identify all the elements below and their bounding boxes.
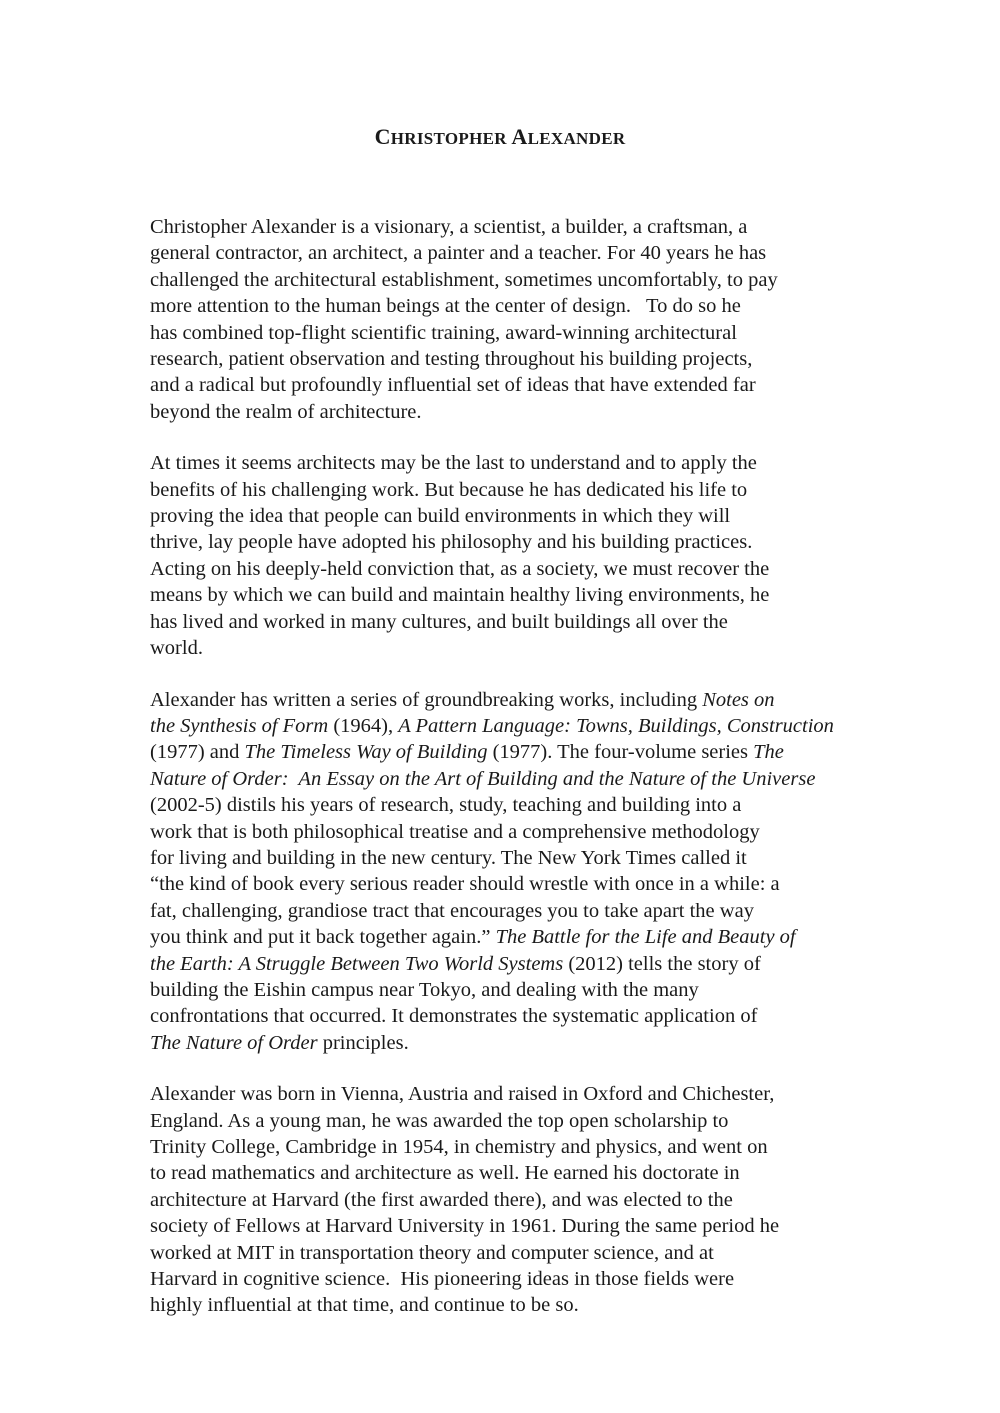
text-run: “the kind of book every serious reader should wrestle with once in a while: a xyxy=(150,873,780,896)
text-line: beyond the realm of architecture. xyxy=(150,400,422,423)
paragraph-4 xyxy=(150,1081,855,1319)
text-line: proving the idea that people can build environments in which they will xyxy=(150,505,731,528)
text-line xyxy=(150,739,855,765)
page-title xyxy=(0,124,1000,150)
text-line: thrive, lay people have adopted his philosophy and his building practices. xyxy=(150,531,753,554)
paragraph-2 xyxy=(150,450,855,661)
text-run: for living and building in the new century. The New York Times called it xyxy=(150,846,747,869)
text-line: benefits of his challenging work. But because he has dedicated his life to xyxy=(150,478,748,501)
text-line: has lived and worked in many cultures, and built buildings all over the xyxy=(150,610,728,633)
book-title: The Battle for the Life and Beauty of xyxy=(495,926,796,949)
text-run: principles. xyxy=(317,1031,409,1054)
text-run: confrontations that occurred. It demonstrates the systematic application of xyxy=(150,1005,758,1028)
book-title: Notes on xyxy=(702,688,775,711)
text-line: Alexander was born in Vienna, Austria and raised in Oxford and Chichester, xyxy=(150,1083,775,1106)
text-line: architecture at Harvard (the first awarded there), and was elected to the xyxy=(150,1188,733,1211)
text-line xyxy=(150,1030,855,1056)
paragraph-3 xyxy=(150,687,855,1057)
text-run: (2012) tells the story of xyxy=(563,952,761,975)
text-run: (1977) and xyxy=(150,741,245,764)
text-line: means by which we can build and maintain healthy living environments, he xyxy=(150,584,770,607)
text-line: England. As a young man, he was awarded the top open scholarship to xyxy=(150,1109,729,1132)
book-title: The Nature of Order xyxy=(150,1031,318,1054)
text-line: challenged the architectural establishment, sometimes uncomfortably, to pay xyxy=(150,268,778,291)
text-run: (1977). The four-volume series xyxy=(487,741,754,764)
title-initial-1: C xyxy=(374,124,391,149)
text-line: world. xyxy=(150,637,203,660)
text-run: fat, challenging, grandiose tract that encourages you to take apart the way xyxy=(150,899,754,922)
text-line: highly influential at that time, and continue to be so. xyxy=(150,1294,579,1317)
text-line: society of Fellows at Harvard University in 1961. During the same period he xyxy=(150,1215,780,1238)
book-title: The xyxy=(753,741,784,764)
text-line xyxy=(150,687,855,713)
text-line xyxy=(150,792,855,818)
text-line xyxy=(150,924,855,950)
text-line xyxy=(150,766,855,792)
text-line: worked at MIT in transportation theory and computer science, and at xyxy=(150,1241,714,1264)
text-line xyxy=(150,819,855,845)
book-title: Nature of Order: An Essay on the Art of Building and the Nature of the Universe xyxy=(150,767,816,790)
text-line xyxy=(150,1003,855,1029)
text-line xyxy=(150,977,855,1003)
text-line xyxy=(150,845,855,871)
title-rest-2: LEXANDER xyxy=(527,129,626,148)
text-line: general contractor, an architect, a painter and a teacher. For 40 years he has xyxy=(150,242,767,265)
text-line xyxy=(150,871,855,897)
text-run: Alexander has written a series of groundbreaking works, including xyxy=(150,688,703,711)
text-run: (2002-5) distils his years of research, study, teaching and building into a xyxy=(150,794,742,817)
text-line xyxy=(150,898,855,924)
text-line: Harvard in cognitive science. His pioneering ideas in those fields were xyxy=(150,1268,735,1291)
book-title: the Earth: A Struggle Between Two World Systems xyxy=(150,952,564,975)
book-title: A Pattern Language: Towns, Buildings, Construction xyxy=(398,714,834,737)
title-rest-1: HRISTOPHER xyxy=(390,129,507,148)
text-line xyxy=(150,951,855,977)
book-title: the Synthesis of Form xyxy=(150,714,329,737)
text-run: you think and put it back together again.” xyxy=(150,926,496,949)
text-line: Acting on his deeply-held conviction that, as a society, we must recover the xyxy=(150,557,770,580)
text-run: (1964), xyxy=(328,714,399,737)
text-run: work that is both philosophical treatise and a comprehensive methodology xyxy=(150,820,760,843)
text-line: has combined top-flight scientific training, award-winning architectural xyxy=(150,321,737,344)
text-line: more attention to the human beings at the center of design. To do so he xyxy=(150,295,741,318)
text-run: building the Eishin campus near Tokyo, and dealing with the many xyxy=(150,978,699,1001)
text-line: and a radical but profoundly influential set of ideas that have extended far xyxy=(150,374,756,397)
text-line: research, patient observation and testing throughout his building projects, xyxy=(150,348,753,371)
text-line xyxy=(150,713,855,739)
text-line: Christopher Alexander is a visionary, a scientist, a builder, a craftsman, a xyxy=(150,216,748,238)
text-line: Trinity College, Cambridge in 1954, in chemistry and physics, and went on xyxy=(150,1136,768,1158)
text-line: to read mathematics and architecture as well. He earned his doctorate in xyxy=(150,1162,740,1185)
body-text xyxy=(150,214,855,1344)
title-initial-2: A xyxy=(511,124,528,149)
text-line: At times it seems architects may be the last to understand and to apply the xyxy=(150,452,757,475)
book-title: The Timeless Way of Building xyxy=(244,741,488,764)
paragraph-1 xyxy=(150,214,855,425)
